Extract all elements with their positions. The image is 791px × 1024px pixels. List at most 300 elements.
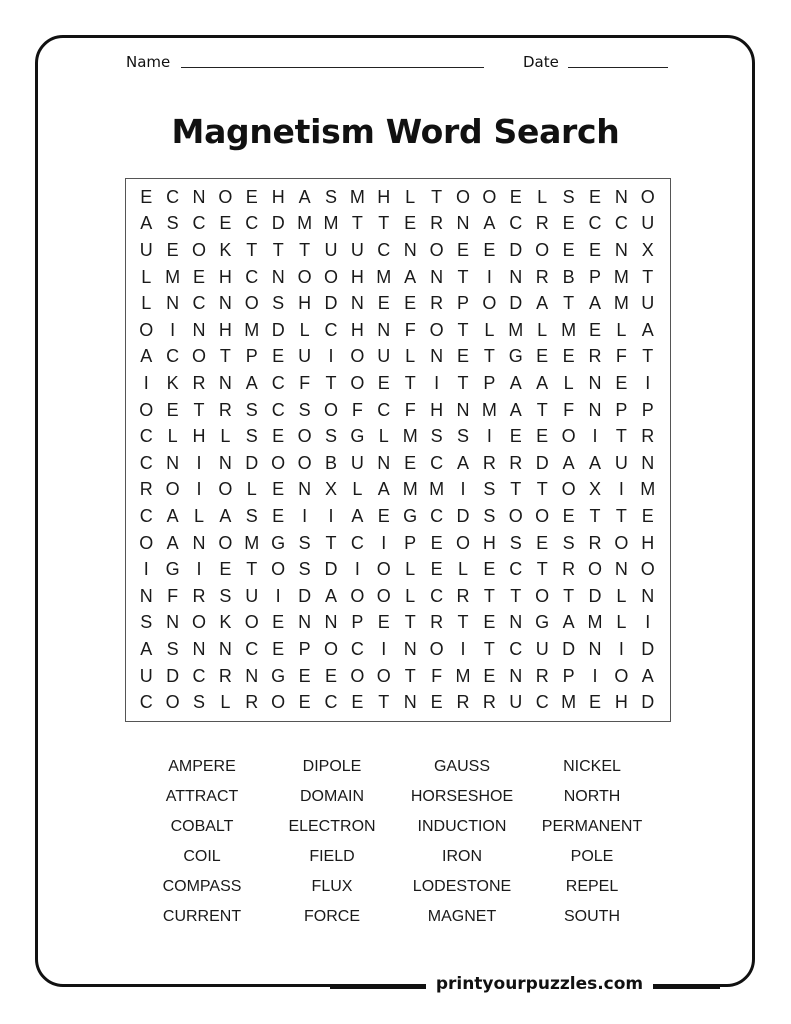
grid-letter[interactable]: I [645, 612, 651, 633]
grid-letter[interactable]: E [245, 186, 258, 207]
grid-letter[interactable]: S [483, 505, 496, 526]
grid-letter[interactable]: O [429, 638, 444, 659]
grid-letter[interactable]: M [455, 665, 471, 686]
grid-letter[interactable]: D [562, 638, 576, 659]
grid-letter[interactable]: X [588, 479, 601, 500]
grid-letter[interactable]: D [509, 293, 523, 314]
grid-letter[interactable]: E [562, 213, 575, 234]
grid-letter[interactable]: F [351, 399, 363, 420]
grid-letter[interactable]: H [218, 266, 232, 287]
grid-letter[interactable]: E [377, 293, 390, 314]
grid-letter[interactable]: I [143, 372, 149, 393]
grid-letter[interactable]: F [404, 399, 416, 420]
grid-letter[interactable]: N [614, 239, 628, 260]
grid-letter[interactable]: E [140, 186, 153, 207]
grid-letter[interactable]: I [354, 559, 360, 580]
grid-letter[interactable]: U [614, 452, 628, 473]
grid-letter[interactable]: L [405, 559, 416, 580]
grid-letter[interactable]: D [271, 213, 285, 234]
grid-letter[interactable]: L [484, 319, 495, 340]
grid-letter[interactable]: L [352, 479, 363, 500]
grid-letter[interactable]: O [297, 426, 312, 447]
grid-letter[interactable]: E [166, 239, 179, 260]
grid-letter[interactable]: R [509, 452, 523, 473]
grid-letter[interactable]: E [615, 372, 628, 393]
grid-letter[interactable]: M [402, 426, 418, 447]
grid-letter[interactable]: L [537, 319, 548, 340]
grid-letter[interactable]: G [535, 612, 550, 633]
grid-letter[interactable]: E [509, 426, 522, 447]
grid-letter[interactable]: R [430, 213, 444, 234]
grid-letter[interactable]: L [616, 612, 627, 633]
grid-letter[interactable]: A [140, 638, 153, 659]
grid-letter[interactable]: I [381, 638, 387, 659]
grid-letter[interactable]: I [460, 638, 466, 659]
grid-letter[interactable]: O [614, 532, 629, 553]
grid-letter[interactable]: O [139, 532, 154, 553]
grid-letter[interactable]: E [483, 559, 496, 580]
grid-letter[interactable]: S [562, 186, 575, 207]
grid-letter[interactable]: N [509, 266, 523, 287]
grid-letter[interactable]: E [483, 612, 496, 633]
grid-letter[interactable]: O [271, 692, 286, 713]
grid-letter[interactable]: H [298, 293, 312, 314]
grid-letter[interactable]: N [614, 559, 628, 580]
grid-letter[interactable]: O [165, 692, 180, 713]
grid-letter[interactable]: N [271, 266, 285, 287]
grid-letter[interactable]: P [588, 266, 601, 287]
grid-letter[interactable]: R [192, 372, 206, 393]
grid-letter[interactable]: N [166, 293, 180, 314]
grid-letter[interactable]: G [165, 559, 180, 580]
grid-letter[interactable]: E [588, 692, 601, 713]
grid-letter[interactable]: D [588, 585, 602, 606]
grid-letter[interactable]: L [246, 479, 257, 500]
grid-letter[interactable]: L [616, 319, 627, 340]
grid-letter[interactable]: N [324, 612, 338, 633]
grid-letter[interactable]: E [483, 239, 496, 260]
grid-letter[interactable]: H [430, 399, 444, 420]
grid-letter[interactable]: E [272, 479, 285, 500]
grid-letter[interactable]: N [641, 452, 655, 473]
grid-letter[interactable]: C [271, 372, 285, 393]
grid-letter[interactable]: A [588, 452, 601, 473]
grid-letter[interactable]: N [430, 346, 444, 367]
grid-letter[interactable]: E [483, 665, 496, 686]
grid-letter[interactable]: C [139, 505, 153, 526]
grid-letter[interactable]: O [376, 585, 391, 606]
grid-letter[interactable]: T [615, 426, 627, 447]
grid-letter[interactable]: M [481, 399, 497, 420]
grid-letter[interactable]: N [456, 213, 470, 234]
grid-letter[interactable]: S [219, 585, 232, 606]
grid-letter[interactable]: E [324, 665, 337, 686]
grid-letter[interactable]: N [192, 532, 206, 553]
grid-letter[interactable]: T [431, 186, 443, 207]
grid-letter[interactable]: O [191, 346, 206, 367]
grid-letter[interactable]: D [535, 452, 549, 473]
grid-letter[interactable]: R [535, 213, 549, 234]
grid-letter[interactable]: T [563, 585, 575, 606]
grid-letter[interactable]: L [299, 319, 310, 340]
grid-letter[interactable]: C [324, 319, 338, 340]
grid-letter[interactable]: H [192, 426, 206, 447]
grid-letter[interactable]: O [323, 399, 338, 420]
grid-letter[interactable]: S [272, 293, 285, 314]
grid-letter[interactable]: P [562, 665, 575, 686]
grid-letter[interactable]: C [614, 213, 628, 234]
grid-letter[interactable]: N [403, 638, 417, 659]
grid-letter[interactable]: M [165, 266, 181, 287]
grid-letter[interactable]: O [350, 346, 365, 367]
grid-letter[interactable]: E [588, 186, 601, 207]
grid-letter[interactable]: S [483, 479, 496, 500]
grid-letter[interactable]: I [592, 426, 598, 447]
grid-letter[interactable]: N [350, 293, 364, 314]
grid-letter[interactable]: P [483, 372, 496, 393]
grid-letter[interactable]: L [141, 293, 152, 314]
grid-letter[interactable]: C [192, 293, 206, 314]
grid-letter[interactable]: C [324, 692, 338, 713]
grid-letter[interactable]: I [302, 505, 308, 526]
grid-letter[interactable]: T [219, 346, 231, 367]
grid-letter[interactable]: N [166, 452, 180, 473]
grid-letter[interactable]: M [561, 319, 577, 340]
grid-letter[interactable]: M [244, 319, 260, 340]
grid-letter[interactable]: N [377, 319, 391, 340]
grid-letter[interactable]: E [536, 532, 549, 553]
grid-letter[interactable]: O [350, 372, 365, 393]
grid-letter[interactable]: T [325, 532, 337, 553]
grid-letter[interactable]: P [641, 399, 654, 420]
grid-letter[interactable]: S [298, 559, 311, 580]
grid-letter[interactable]: D [324, 559, 338, 580]
grid-letter[interactable]: I [618, 479, 624, 500]
grid-letter[interactable]: O [350, 665, 365, 686]
grid-letter[interactable]: S [245, 426, 258, 447]
grid-letter[interactable]: N [456, 399, 470, 420]
grid-letter[interactable]: O [218, 532, 233, 553]
grid-letter[interactable]: D [166, 665, 180, 686]
grid-letter[interactable]: E [430, 559, 443, 580]
grid-letter[interactable]: H [350, 319, 364, 340]
grid-letter[interactable]: O [191, 612, 206, 633]
grid-letter[interactable]: O [323, 266, 338, 287]
grid-letter[interactable]: I [328, 346, 334, 367]
grid-letter[interactable]: C [166, 346, 180, 367]
grid-letter[interactable]: U [377, 346, 391, 367]
grid-letter[interactable]: O [535, 239, 550, 260]
grid-letter[interactable]: M [402, 479, 418, 500]
grid-letter[interactable]: O [139, 319, 154, 340]
grid-letter[interactable]: N [588, 399, 602, 420]
grid-letter[interactable]: E [430, 692, 443, 713]
grid-letter[interactable]: O [218, 186, 233, 207]
grid-letter[interactable]: L [141, 266, 152, 287]
grid-letter[interactable]: I [143, 559, 149, 580]
grid-letter[interactable]: O [535, 505, 550, 526]
grid-letter[interactable]: C [139, 452, 153, 473]
grid-letter[interactable]: D [271, 319, 285, 340]
grid-letter[interactable]: E [404, 293, 417, 314]
grid-letter[interactable]: R [562, 559, 576, 580]
grid-letter[interactable]: C [166, 186, 180, 207]
grid-letter[interactable]: C [245, 638, 259, 659]
grid-letter[interactable]: D [456, 505, 470, 526]
grid-letter[interactable]: A [166, 505, 179, 526]
grid-letter[interactable]: A [536, 293, 549, 314]
grid-letter[interactable]: T [246, 559, 258, 580]
grid-letter[interactable]: D [324, 293, 338, 314]
grid-letter[interactable]: O [297, 452, 312, 473]
grid-letter[interactable]: R [218, 399, 232, 420]
grid-letter[interactable]: H [350, 266, 364, 287]
grid-letter[interactable]: P [615, 399, 628, 420]
grid-letter[interactable]: E [404, 213, 417, 234]
grid-letter[interactable]: A [140, 213, 153, 234]
grid-letter[interactable]: S [166, 213, 179, 234]
grid-letter[interactable]: C [509, 213, 523, 234]
grid-letter[interactable]: U [535, 638, 549, 659]
grid-letter[interactable]: E [456, 346, 469, 367]
grid-letter[interactable]: A [351, 505, 364, 526]
grid-letter[interactable]: T [457, 372, 469, 393]
name-field-line[interactable] [181, 67, 484, 68]
grid-letter[interactable]: E [430, 532, 443, 553]
grid-letter[interactable]: O [455, 186, 470, 207]
grid-letter[interactable]: P [245, 346, 258, 367]
grid-letter[interactable]: O [614, 665, 629, 686]
grid-letter[interactable]: E [562, 505, 575, 526]
grid-letter[interactable]: R [456, 585, 470, 606]
grid-letter[interactable]: N [218, 372, 232, 393]
grid-letter[interactable]: U [641, 213, 655, 234]
grid-letter[interactable]: P [298, 638, 311, 659]
grid-letter[interactable]: T [536, 559, 548, 580]
grid-letter[interactable]: F [615, 346, 627, 367]
grid-letter[interactable]: T [193, 399, 205, 420]
grid-letter[interactable]: A [377, 479, 390, 500]
grid-letter[interactable]: D [641, 638, 655, 659]
grid-letter[interactable]: B [562, 266, 575, 287]
grid-letter[interactable]: R [588, 532, 602, 553]
grid-letter[interactable]: C [350, 638, 364, 659]
grid-letter[interactable]: I [618, 638, 624, 659]
grid-letter[interactable]: A [509, 399, 522, 420]
grid-letter[interactable]: P [404, 532, 417, 553]
grid-letter[interactable]: C [509, 559, 523, 580]
grid-letter[interactable]: T [589, 505, 601, 526]
grid-letter[interactable]: G [271, 532, 286, 553]
grid-letter[interactable]: O [429, 239, 444, 260]
grid-letter[interactable]: N [166, 612, 180, 633]
grid-letter[interactable]: T [351, 213, 363, 234]
grid-letter[interactable]: C [245, 213, 259, 234]
grid-letter[interactable]: R [139, 479, 153, 500]
grid-letter[interactable]: N [509, 665, 523, 686]
grid-letter[interactable]: O [165, 479, 180, 500]
grid-letter[interactable]: C [377, 399, 391, 420]
grid-letter[interactable]: A [641, 319, 654, 340]
grid-letter[interactable]: N [245, 665, 259, 686]
grid-letter[interactable]: O [561, 479, 576, 500]
grid-letter[interactable]: I [460, 479, 466, 500]
grid-letter[interactable]: S [324, 186, 337, 207]
grid-letter[interactable]: T [457, 612, 469, 633]
grid-letter[interactable]: M [613, 266, 629, 287]
grid-letter[interactable]: I [592, 665, 598, 686]
grid-letter[interactable]: O [535, 585, 550, 606]
grid-letter[interactable]: S [166, 638, 179, 659]
grid-letter[interactable]: S [562, 532, 575, 553]
grid-letter[interactable]: G [508, 346, 523, 367]
grid-letter[interactable]: C [245, 266, 259, 287]
grid-letter[interactable]: C [139, 426, 153, 447]
grid-letter[interactable]: T [536, 479, 548, 500]
grid-letter[interactable]: O [376, 559, 391, 580]
grid-letter[interactable]: L [457, 559, 468, 580]
grid-letter[interactable]: O [323, 638, 338, 659]
grid-letter[interactable]: R [482, 692, 496, 713]
grid-letter[interactable]: A [562, 452, 575, 473]
grid-letter[interactable]: U [509, 692, 523, 713]
grid-letter[interactable]: C [271, 399, 285, 420]
grid-letter[interactable]: E [562, 346, 575, 367]
grid-letter[interactable]: L [378, 426, 389, 447]
grid-letter[interactable]: I [170, 319, 176, 340]
grid-letter[interactable]: I [328, 505, 334, 526]
grid-letter[interactable]: U [139, 665, 153, 686]
grid-letter[interactable]: E [298, 692, 311, 713]
grid-letter[interactable]: N [403, 239, 417, 260]
grid-letter[interactable]: M [640, 479, 656, 500]
grid-letter[interactable]: E [298, 665, 311, 686]
grid-letter[interactable]: C [377, 239, 391, 260]
grid-letter[interactable]: G [403, 505, 418, 526]
grid-letter[interactable]: H [482, 532, 496, 553]
grid-letter[interactable]: A [588, 293, 601, 314]
grid-letter[interactable]: L [563, 372, 574, 393]
grid-letter[interactable]: I [645, 372, 651, 393]
grid-letter[interactable]: T [378, 692, 390, 713]
grid-letter[interactable]: O [455, 532, 470, 553]
grid-letter[interactable]: T [642, 266, 654, 287]
grid-letter[interactable]: T [483, 585, 495, 606]
grid-letter[interactable]: X [641, 239, 654, 260]
grid-letter[interactable]: B [324, 452, 337, 473]
grid-letter[interactable]: U [298, 346, 312, 367]
grid-letter[interactable]: E [272, 426, 285, 447]
grid-letter[interactable]: I [275, 585, 281, 606]
grid-letter[interactable]: N [192, 638, 206, 659]
grid-letter[interactable]: E [536, 346, 549, 367]
grid-letter[interactable]: E [377, 612, 390, 633]
grid-letter[interactable]: E [588, 239, 601, 260]
grid-letter[interactable]: N [192, 186, 206, 207]
grid-letter[interactable]: K [219, 239, 232, 260]
grid-letter[interactable]: A [562, 612, 575, 633]
grid-letter[interactable]: T [457, 266, 469, 287]
grid-letter[interactable]: L [616, 585, 627, 606]
grid-letter[interactable]: O [191, 239, 206, 260]
grid-letter[interactable]: O [271, 559, 286, 580]
grid-letter[interactable]: U [350, 239, 364, 260]
grid-letter[interactable]: N [218, 293, 232, 314]
grid-letter[interactable]: T [615, 505, 627, 526]
grid-letter[interactable]: C [430, 505, 444, 526]
grid-letter[interactable]: F [404, 319, 416, 340]
grid-letter[interactable]: S [298, 399, 311, 420]
grid-letter[interactable]: A [166, 532, 179, 553]
grid-letter[interactable]: E [456, 239, 469, 260]
grid-letter[interactable]: U [641, 293, 655, 314]
grid-letter[interactable]: O [508, 505, 523, 526]
footer-site-link[interactable]: printyourpuzzles.com [426, 974, 653, 994]
grid-letter[interactable]: O [297, 266, 312, 287]
grid-letter[interactable]: E [404, 452, 417, 473]
grid-letter[interactable]: O [482, 186, 497, 207]
grid-letter[interactable]: A [404, 266, 417, 287]
grid-letter[interactable]: L [193, 505, 204, 526]
grid-letter[interactable]: L [405, 585, 416, 606]
grid-letter[interactable]: C [430, 452, 444, 473]
grid-letter[interactable]: A [509, 372, 522, 393]
grid-letter[interactable]: T [483, 638, 495, 659]
grid-letter[interactable]: F [167, 585, 179, 606]
grid-letter[interactable]: T [325, 372, 337, 393]
grid-letter[interactable]: L [220, 692, 231, 713]
grid-letter[interactable]: A [140, 346, 153, 367]
grid-letter[interactable]: E [351, 692, 364, 713]
grid-letter[interactable]: O [587, 559, 602, 580]
grid-letter[interactable]: D [641, 692, 655, 713]
grid-letter[interactable]: N [403, 692, 417, 713]
grid-letter[interactable]: C [192, 665, 206, 686]
grid-letter[interactable]: M [349, 186, 365, 207]
grid-letter[interactable]: T [246, 239, 258, 260]
grid-letter[interactable]: O [244, 612, 259, 633]
grid-letter[interactable]: I [381, 532, 387, 553]
grid-letter[interactable]: T [404, 612, 416, 633]
grid-letter[interactable]: L [167, 426, 178, 447]
grid-letter[interactable]: T [299, 239, 311, 260]
grid-letter[interactable]: A [298, 186, 311, 207]
grid-letter[interactable]: T [483, 346, 495, 367]
grid-letter[interactable]: C [588, 213, 602, 234]
grid-letter[interactable]: N [430, 266, 444, 287]
grid-letter[interactable]: M [429, 479, 445, 500]
grid-letter[interactable]: M [613, 293, 629, 314]
grid-letter[interactable]: L [405, 346, 416, 367]
grid-letter[interactable]: M [244, 532, 260, 553]
grid-letter[interactable]: U [139, 239, 153, 260]
grid-letter[interactable]: E [272, 638, 285, 659]
grid-letter[interactable]: C [509, 638, 523, 659]
grid-letter[interactable]: O [218, 479, 233, 500]
grid-letter[interactable]: F [563, 399, 575, 420]
grid-letter[interactable]: N [588, 638, 602, 659]
grid-letter[interactable]: N [139, 585, 153, 606]
grid-letter[interactable]: R [482, 452, 496, 473]
grid-letter[interactable]: R [456, 692, 470, 713]
grid-letter[interactable]: N [218, 638, 232, 659]
grid-letter[interactable]: S [324, 426, 337, 447]
grid-letter[interactable]: T [642, 346, 654, 367]
grid-letter[interactable]: M [297, 213, 313, 234]
grid-letter[interactable]: T [404, 665, 416, 686]
grid-letter[interactable]: I [486, 426, 492, 447]
grid-letter[interactable]: E [272, 346, 285, 367]
